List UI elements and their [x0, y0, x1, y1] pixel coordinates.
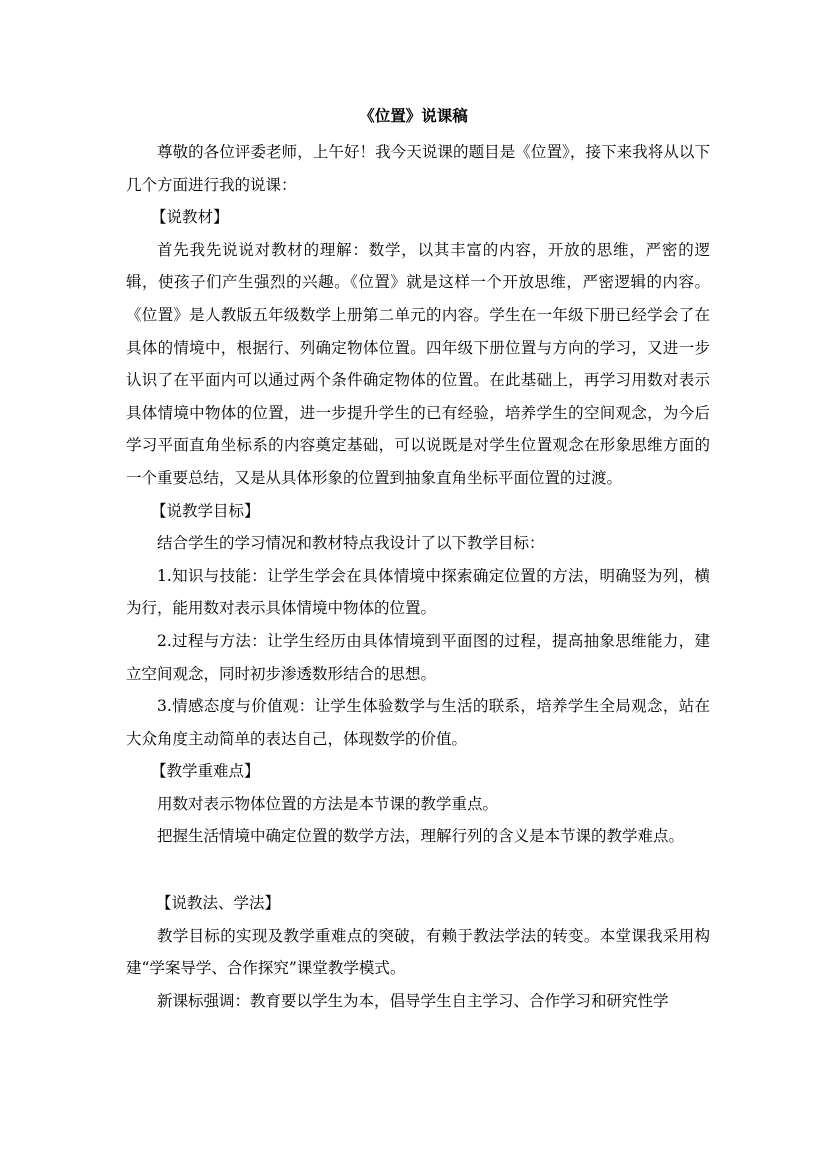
objectives-intro-paragraph: 结合学生的学习情况和教材特点我设计了以下教学目标： — [157, 534, 545, 553]
section-heading-methods: 【说教法、学法】 — [156, 894, 281, 913]
section-heading-key-points: 【教学重难点】 — [151, 762, 260, 781]
difficulty-paragraph: 把握生活情境中确定位置的数学方法，理解行列的含义是本节课的教学难点。 — [157, 827, 685, 846]
section-heading-textbook: 【说教材】 — [151, 208, 229, 227]
methods-paragraph: 教学目标的实现及教学重难点的突破，有赖于教法学法的转变。本堂课我采用构建“学案导学、合作探究”课堂教学模式。 — [126, 926, 710, 978]
curriculum-paragraph: 新课标强调：教育要以学生为本，倡导学生自主学习、合作学习和研究性学 — [157, 991, 669, 1010]
intro-paragraph: 尊敬的各位评委老师，上午好！我今天说课的题目是《位置》，接下来我将从以下几个方面进行我的说课： — [126, 143, 710, 194]
key-point-paragraph: 用数对表示物体位置的方法是本节课的教学重点。 — [157, 794, 499, 813]
section-spacer — [126, 853, 710, 887]
objective-item-3: 3.情感态度与价值观：让学生体验数学与生活的联系，培养学生全局观念，站在大众角度主动简单的表达自己，体现数学的价值。 — [126, 697, 710, 748]
section-heading-objectives: 【说教学目标】 — [151, 501, 260, 520]
document-title: 《位置》说课稿 — [359, 107, 468, 125]
textbook-paragraph: 首先我先说说对教材的理解：数学，以其丰富的内容，开放的思维，严密的逻辑，使孩子们产生强烈的兴趣。《位置》就是这样一个开放思维，严密逻辑的内容。《位置》是人教版五年级数学上册第二单元的内容。学生在一年级下册已经学会了在具体的情境中，根据行、列确定物体位置。四年级下册位置与方向的学习，又进一步认识了在平面内可以通过两个条件确定物体的位置。在此基础上，再学习用数对表示具体情境中物体的位置，进一步提升学生的已有经验，培养学生的空间观念，为今后学习平面直角坐标系的内容奠定基础，可以说既是对学生位置观念在形象思维方面的一个重要总结，又是从具体形象的位置到抽象直角坐标平面位置的过渡。 — [126, 240, 710, 487]
objective-item-1: 1.知识与技能：让学生学会在具体情境中探索确定位置的方法，明确竖为列，横为行，能用数对表示具体情境中物体的位置。 — [126, 566, 710, 618]
objective-item-2: 2.过程与方法：让学生经历由具体情境到平面图的过程，提高抽象思维能力，建立空间观念，同时初步渗透数形结合的思想。 — [126, 631, 710, 683]
document-body — [126, 136, 710, 1017]
